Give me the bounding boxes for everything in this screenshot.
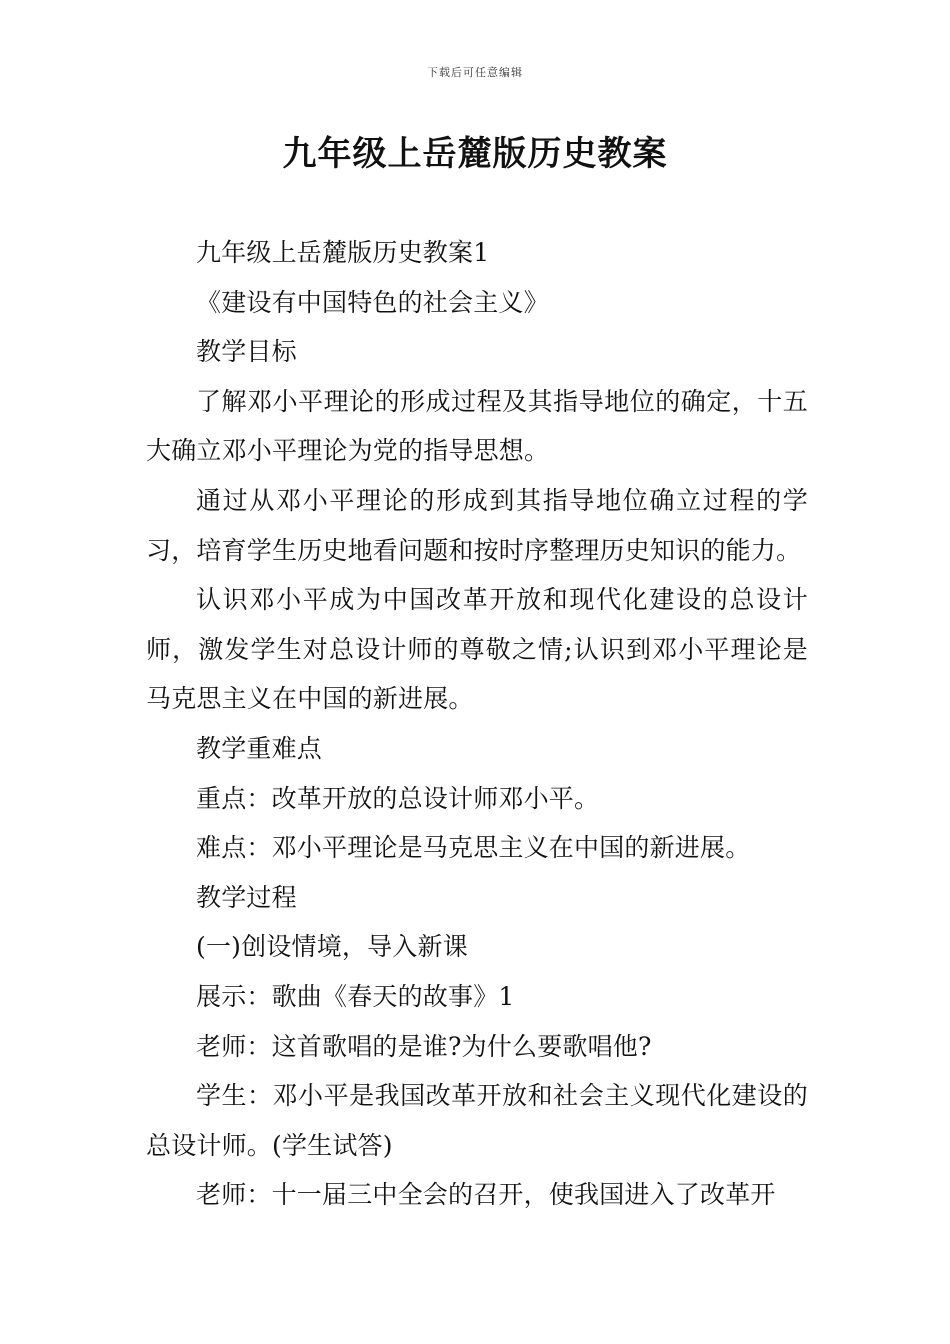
paragraph: (一)创设情境，导入新课	[196, 932, 468, 962]
document-title: 九年级上岳麓版历史教案	[282, 134, 668, 174]
paragraph: 展示：歌曲《春天的故事》1	[196, 981, 515, 1011]
paragraph: 难点：邓小平理论是马克思主义在中国的新进展。	[196, 833, 751, 863]
heading-key-points: 教学重难点	[196, 733, 323, 763]
header-note: 下载后可任意编辑	[427, 66, 523, 79]
paragraph: 学生：邓小平是我国改革开放和社会主义现代化建设的总设计师。(学生试答)	[146, 1081, 808, 1160]
heading-teaching-process: 教学过程	[196, 882, 297, 912]
paragraph: 认识邓小平成为中国改革开放和现代化建设的总设计师，激发学生对总设计师的尊敬之情;认识到邓小平理论是马克思主义在中国的新进展。	[146, 585, 808, 714]
lesson-title: 《建设有中国特色的社会主义》	[196, 287, 549, 317]
heading-teaching-objectives: 教学目标	[196, 337, 297, 367]
paragraph: 通过从邓小平理论的形成到其指导地位确立过程的学习，培育学生历史地看问题和按时序整理历史知识的能力。	[146, 485, 808, 565]
section-heading: 九年级上岳麓版历史教案1	[196, 238, 490, 267]
paragraph: 重点：改革开放的总设计师邓小平。	[196, 783, 600, 813]
paragraph: 老师：这首歌唱的是谁?为什么要歌唱他?	[196, 1031, 652, 1061]
paragraph: 了解邓小平理论的形成过程及其指导地位的确定，十五大确立邓小平理论为党的指导思想。	[146, 386, 808, 466]
paragraph: 老师：十一届三中全会的召开，使我国进入了改革开	[196, 1180, 776, 1210]
document-body	[146, 228, 808, 1220]
